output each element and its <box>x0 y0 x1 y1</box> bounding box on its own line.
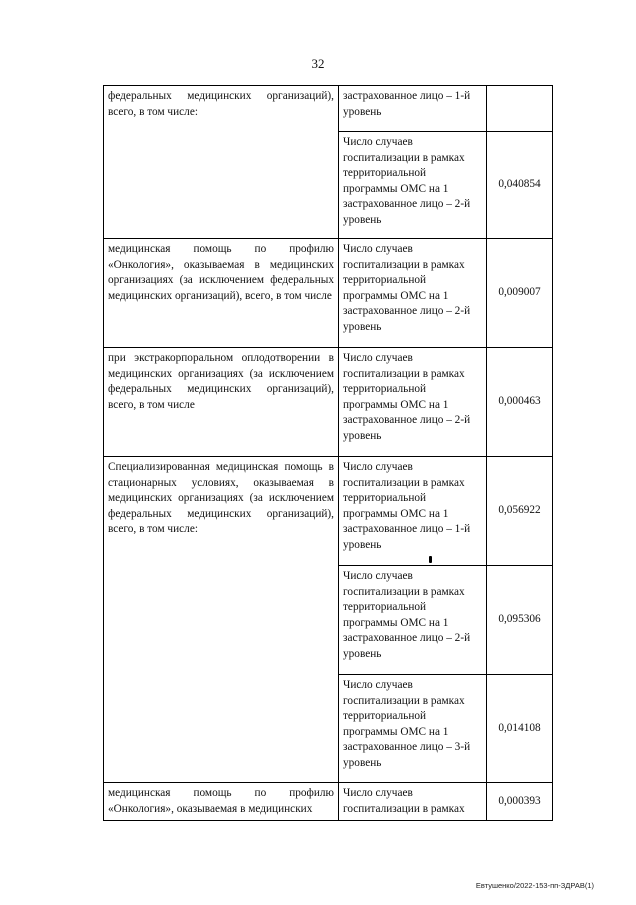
row-indicator: Число случаев госпитализации в рамках территориальной программы ОМС на 1 застрахованное лицо – 2-й уровень <box>339 132 487 239</box>
row-description: федеральных медицинских организаций), всего, в том числе: <box>104 86 339 239</box>
row-description: медицинская помощь по профилю «Онкология», оказываемая в медицинских организациях (за исключением федеральных медицинских организаций), всего, в том числе <box>104 239 339 348</box>
document-footer: Евтушенко/2022-153-пп-ЗДРАВ(1) <box>475 881 594 890</box>
table-row <box>104 239 553 348</box>
table-row <box>104 783 553 821</box>
row-value: 0,000463 <box>487 348 553 457</box>
row-description: медицинская помощь по профилю «Онкология», оказываемая в медицинских <box>104 783 339 821</box>
table-row <box>104 457 553 566</box>
row-indicator: Число случаев госпитализации в рамках территориальной программы ОМС на 1 застрахованное лицо – 2-й уровень <box>339 239 487 348</box>
data-table <box>103 85 553 821</box>
row-value: 0,000393 <box>487 783 553 821</box>
row-description: при экстракорпоральном оплодотворении в медицинских организациях (за исключением федеральных медицинских организаций), всего, в том числе <box>104 348 339 457</box>
row-indicator: Число случаев госпитализации в рамках <box>339 783 487 821</box>
row-value: 0,040854 <box>487 132 553 239</box>
row-value: 0,009007 <box>487 239 553 348</box>
row-indicator: Число случаев госпитализации в рамках территориальной программы ОМС на 1 застрахованное лицо – 3-й уровень <box>339 675 487 783</box>
row-description: Специализированная медицинская помощь в стационарных условиях, оказываемая в медицинских организациях (за исключением федеральных медицинских организаций), всего, в том числе: <box>104 457 339 783</box>
row-value: 0,056922 <box>487 457 553 566</box>
scan-artifact-mark <box>429 556 432 563</box>
row-value: 0,014108 <box>487 675 553 783</box>
table-row <box>104 348 553 457</box>
row-indicator: застрахованное лицо – 1-й уровень <box>339 86 487 132</box>
row-indicator: Число случаев госпитализации в рамках территориальной программы ОМС на 1 застрахованное лицо – 1-й уровень <box>339 457 487 566</box>
row-indicator: Число случаев госпитализации в рамках территориальной программы ОМС на 1 застрахованное лицо – 2-й уровень <box>339 566 487 675</box>
row-indicator: Число случаев госпитализации в рамках территориальной программы ОМС на 1 застрахованное лицо – 2-й уровень <box>339 348 487 457</box>
table-row <box>104 86 553 132</box>
page-number: 32 <box>311 56 325 71</box>
row-value <box>487 86 553 132</box>
row-value: 0,095306 <box>487 566 553 675</box>
